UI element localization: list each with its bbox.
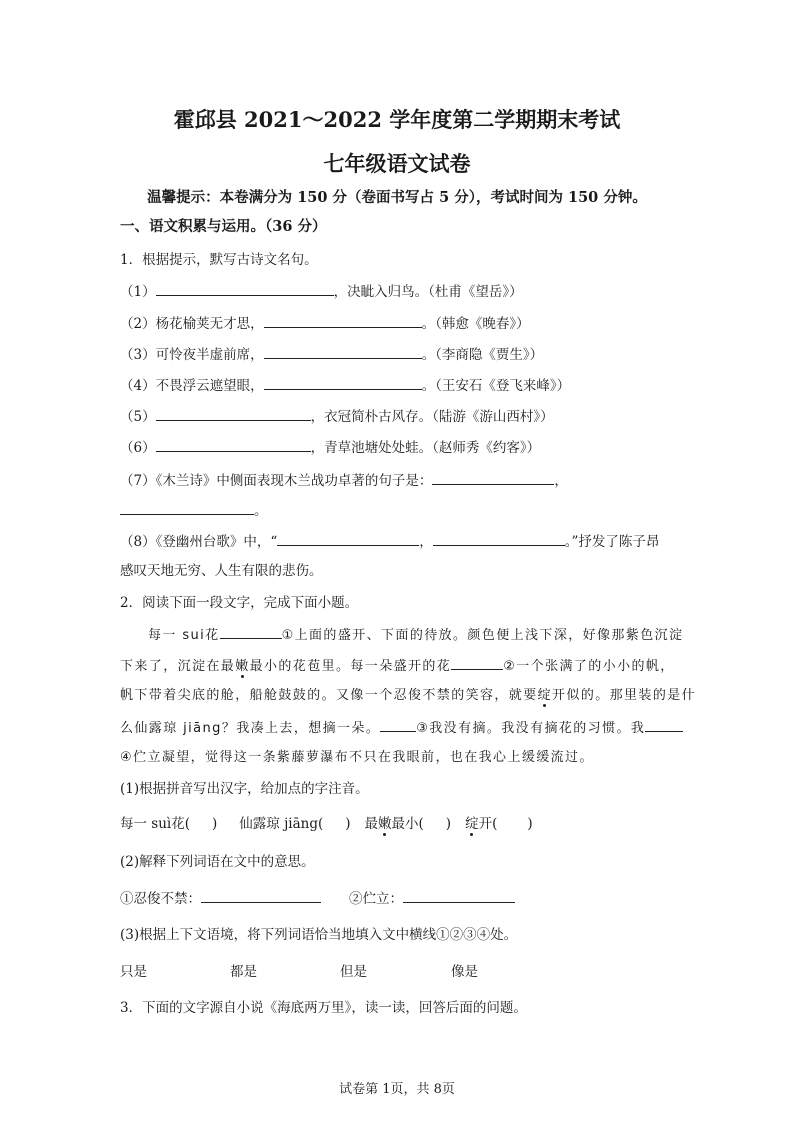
passage-line-4: 么仙露琼 jiāng？我凑上去，想摘一朵。 ③我没有摘。我没有摘花的习惯。我 [120, 717, 683, 739]
q1-item-1: （1） ，决眦入归鸟。（杜甫《望岳》） [120, 281, 523, 302]
answer-blank[interactable] [264, 313, 422, 328]
passage-line-1: 每一 sui花 ①上面的盛开、下面的待放。颜色便上浅下深，好像那紫色沉淀 [148, 624, 683, 646]
word-option: 但是 [340, 964, 367, 980]
dotted-char: 嫩 [235, 659, 250, 674]
q1-item-8-cont: 感叹天地无穷、人生有限的悲伤。 [120, 563, 323, 579]
q3-stem: 3．下面的文字源自小说《海底两万里》，读一读，回答后面的问题。 [120, 1000, 527, 1016]
word-option: 像是 [451, 964, 478, 980]
exam-title: 霍邱县 2021～2022 学年度第二学期期末考试 [173, 107, 621, 132]
section-heading: 一、语文积累与运用。（36 分） [120, 218, 327, 235]
q1-item-3: （3）可怜夜半虚前席， 。（李商隐《贾生》） [120, 344, 543, 365]
answer-blank[interactable] [120, 500, 254, 515]
q2-stem: 2．阅读下面一段文字，完成下面小题。 [120, 595, 359, 611]
passage-blank-2[interactable] [451, 655, 503, 670]
q2-sub3-stem: (3)根据上下文语境，将下列词语恰当地填入文中横线①②③④处。 [120, 927, 518, 943]
exam-notice: 温馨提示：本卷满分为 150 分（卷面书写占 5 分），考试时间为 150 分钟。 [147, 189, 647, 206]
answer-blank[interactable] [156, 281, 334, 296]
word-option: 只是 [120, 964, 147, 980]
q1-item-4: （4）不畏浮云遮望眼， 。（王安石《登飞来峰》） [120, 375, 570, 396]
q1-item-8: （8）《登幽州台歌》中，“ ， 。”抒发了陈子昂 [120, 531, 659, 552]
q2-sub2-stem: (2)解释下列词语在文中的意思。 [120, 854, 315, 870]
q2-sub1-items: 每一 suì花( ) 仙露琼 jiāng( ) 最嫩最小( ) 绽开( ) [120, 816, 533, 832]
passage-line-3: 帆下带着尖底的舱，船舱鼓鼓的。又像一个忍俊不禁的笑容，就要绽开似的。那里装的是什 [120, 688, 697, 703]
passage-blank-1[interactable] [220, 624, 282, 639]
answer-blank[interactable] [277, 531, 419, 546]
answer-blank[interactable] [432, 470, 554, 485]
q2-sub2-items: ①忍俊不禁： ②伫立： [120, 888, 515, 909]
passage-line-2: 下来了，沉淀在最嫩最小的花苞里。每一朵盛开的花 ②一个张满了的小小的帆， [120, 655, 675, 677]
answer-blank[interactable] [264, 344, 422, 359]
passage-blank-3[interactable] [380, 717, 416, 732]
dotted-char: 嫩 [378, 816, 392, 832]
answer-blank[interactable] [201, 888, 321, 903]
q1-item-7: （7）《木兰诗》中侧面表现木兰战功卓著的句子是： ， [120, 470, 568, 491]
q1-item-2: （2）杨花榆荚无才思， 。（韩愈《晚春》） [120, 313, 530, 334]
page-footer: 试卷第 1页，共 8页 [339, 1082, 455, 1097]
answer-blank[interactable] [156, 406, 311, 421]
answer-blank[interactable] [433, 531, 565, 546]
answer-blank[interactable] [403, 888, 515, 903]
q2-sub1-stem: (1)根据拼音写出汉字，给加点的字注音。 [120, 781, 369, 797]
word-option: 都是 [230, 964, 257, 980]
exam-subtitle: 七年级语文试卷 [323, 151, 471, 176]
passage-line-5: ④伫立凝望，觉得这一条紫藤萝瀑布不只在我眼前，也在我心上缓缓流过。 [120, 750, 594, 765]
q1-item-6: （6） ，青草池塘处处蛙。（赵师秀《约客》） [120, 437, 540, 458]
q1-stem: 1．根据提示，默写古诗文名句。 [120, 252, 318, 268]
dotted-char: 绽 [465, 816, 479, 832]
q1-item-5: （5） ，衣冠简朴古风存。（陆游《游山西村》） [120, 406, 554, 427]
q1-item-7-cont: 。 [120, 500, 268, 521]
answer-blank[interactable] [156, 437, 311, 452]
answer-blank[interactable] [264, 375, 422, 390]
dotted-char: 绽 [537, 688, 553, 703]
passage-blank-4[interactable] [645, 717, 683, 732]
